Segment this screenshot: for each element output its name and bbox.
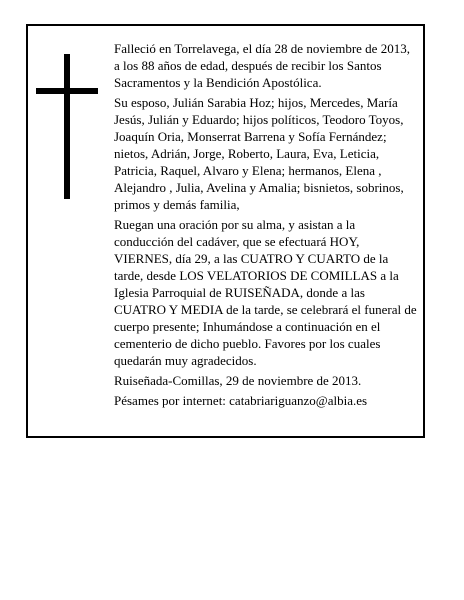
death-announcement: Falleció en Torrelavega, el día 28 de noviembre de 2013, a los 88 años de edad, después de recibir los Santos Sacramentos y la Bendición Apostólica. <box>114 41 410 90</box>
cross-horizontal-bar <box>36 88 98 94</box>
latin-cross-icon <box>36 54 98 199</box>
obituary-notice <box>26 24 425 438</box>
notice-body <box>114 40 418 409</box>
condolences-contact: Pésames por internet: catabriariguanzo@albia.es <box>114 393 368 408</box>
cross-vertical-bar <box>64 54 70 199</box>
funeral-details: Ruegan una oración por su alma, y asistan a la conducción del cadáver, que se efectuará HOY, VIERNES, día 29, a las CUATRO Y CUARTO de la tarde, desde LOS VELATORIOS DE COMILLAS a la Iglesia Parroquial de RUISEÑADA, donde a las CUATRO Y MEDIA de la tarde, se celebrará el funeral de cuerpo presente; Inhumándose a continuación en el cementerio de dicho pueblo. Favores por los cuales quedarán muy agradecidos. <box>114 217 417 368</box>
family-list: Su esposo, Julián Sarabia Hoz; hijos, Mercedes, María Jesús, Julián y Eduardo; hijos políticos, Teodoro Toyos, Joaquín Oria, Monserrat Barrena y Sofía Fernández; nietos, Adrián, Jorge, Roberto, Laura, Eva, Leticia, Patricia, Raquel, Alvaro y Elena; hermanos, Elena , Alejandro , Julia, Avelina y Amalia; bisnietos, sobrinos, primos y demás familia, <box>114 95 404 212</box>
place-date: Ruiseñada-Comillas, 29 de noviembre de 2013. <box>114 373 362 388</box>
